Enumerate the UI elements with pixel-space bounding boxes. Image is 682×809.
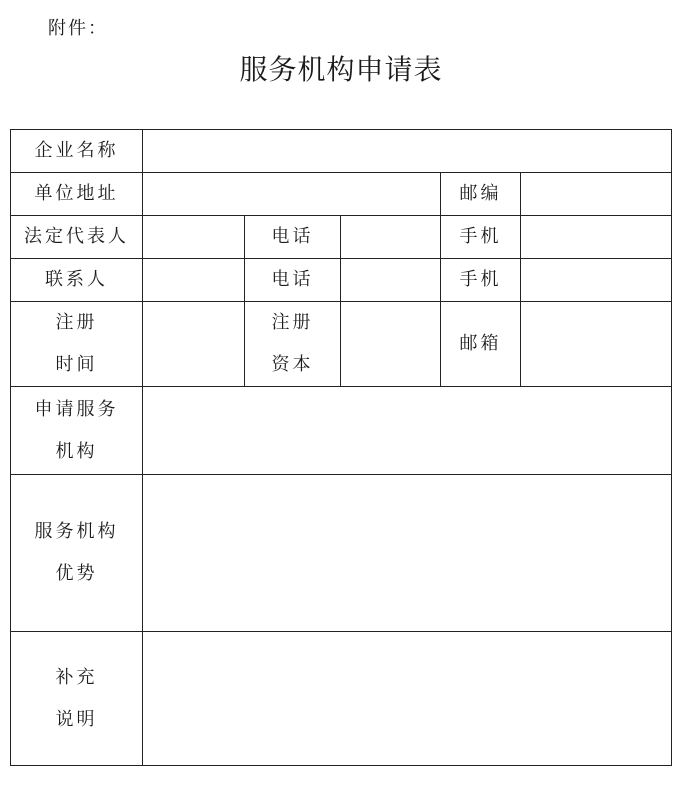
supplement-label-line1: 补充: [55, 666, 98, 688]
contact-phone-field[interactable]: [341, 259, 441, 302]
mobile-label: 手机: [441, 259, 521, 302]
supplement-field[interactable]: [143, 632, 672, 766]
legal-rep-field[interactable]: [143, 216, 245, 259]
apply-org-field[interactable]: [143, 387, 672, 475]
attachment-label: 附件：: [48, 18, 108, 39]
reg-capital-label-line1: 注册: [271, 312, 314, 333]
reg-capital-label-line2: 资本: [271, 354, 314, 375]
supplement-label-line2: 说明: [55, 708, 98, 730]
mobile-label: 手机: [441, 216, 521, 259]
reg-time-label-line2: 时间: [55, 354, 98, 375]
legal-rep-mobile-field[interactable]: [521, 216, 672, 259]
company-name-label: 企业名称: [11, 130, 143, 173]
supplement-label: [11, 632, 143, 766]
phone-label: 电话: [245, 216, 341, 259]
advantage-label-line2: 优势: [55, 563, 98, 584]
advantage-label-line1: 服务机构: [34, 521, 119, 542]
row-contact: [11, 259, 672, 302]
reg-time-label-line1: 注册: [55, 312, 98, 333]
advantage-label: [11, 475, 143, 632]
address-label: 单位地址: [11, 173, 143, 216]
postcode-field[interactable]: [521, 173, 672, 216]
advantage-field[interactable]: [143, 475, 672, 632]
row-advantage: [11, 475, 672, 632]
row-supplement: [11, 632, 672, 766]
email-label: 邮箱: [441, 302, 521, 387]
contact-label: 联系人: [11, 259, 143, 302]
legal-rep-phone-field[interactable]: [341, 216, 441, 259]
row-registration: [11, 302, 672, 387]
row-address: [11, 173, 672, 216]
page-title: 服务机构申请表: [239, 53, 443, 86]
postcode-label: 邮编: [441, 173, 521, 216]
contact-mobile-field[interactable]: [521, 259, 672, 302]
company-name-field[interactable]: [143, 130, 672, 173]
row-legal-rep: [11, 216, 672, 259]
reg-time-label: [11, 302, 143, 387]
row-company-name: [11, 130, 672, 173]
apply-org-label: [11, 387, 143, 475]
reg-time-field[interactable]: [143, 302, 245, 387]
apply-org-label-line1: 申请服务: [34, 398, 119, 420]
legal-rep-label: 法定代表人: [11, 216, 143, 259]
email-field[interactable]: [521, 302, 672, 387]
row-apply-org: [11, 387, 672, 475]
apply-org-label-line2: 机构: [55, 440, 98, 462]
application-form-table: [10, 129, 672, 766]
phone-label: 电话: [245, 259, 341, 302]
contact-field[interactable]: [143, 259, 245, 302]
reg-capital-field[interactable]: [341, 302, 441, 387]
address-field[interactable]: [143, 173, 441, 216]
reg-capital-label: [245, 302, 341, 387]
